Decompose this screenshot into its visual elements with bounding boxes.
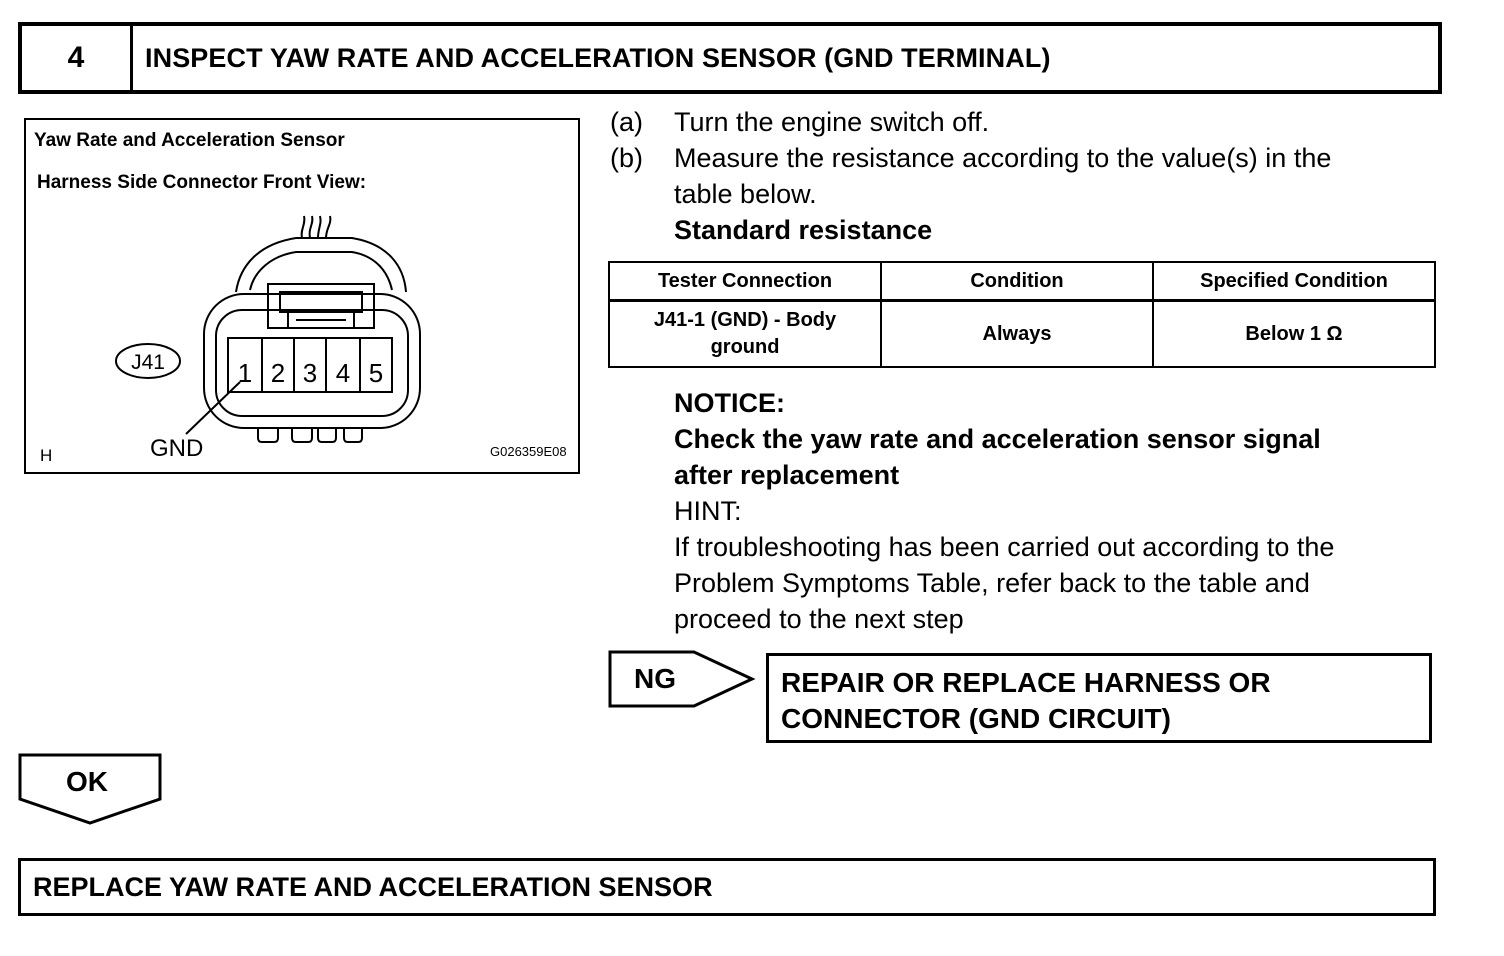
table-cell-specified: Below 1 Ω bbox=[1153, 301, 1435, 368]
table-header-row bbox=[609, 262, 1435, 301]
figure-subtitle: Harness Side Connector Front View: bbox=[37, 172, 367, 193]
notice-line2: after replacement bbox=[674, 460, 900, 490]
table-header: Condition bbox=[881, 262, 1153, 301]
ok-label: OK bbox=[66, 766, 108, 797]
pin-5: 5 bbox=[368, 358, 384, 388]
figure-corner-mark: H bbox=[40, 446, 53, 465]
ng-arrow-flag bbox=[608, 650, 758, 710]
figure-title: Yaw Rate and Acceleration Sensor bbox=[34, 130, 345, 151]
figure-code: G026359E08 bbox=[490, 444, 567, 459]
connector-figure bbox=[24, 118, 580, 474]
table-header: Tester Connection bbox=[609, 262, 881, 301]
notice-line1: Check the yaw rate and acceleration sensor signal bbox=[674, 424, 1321, 454]
instruction-b-text-line1: Measure the resistance according to the value(s) in the bbox=[674, 143, 1332, 173]
connection-line2: ground bbox=[710, 336, 780, 358]
step-header bbox=[18, 22, 1442, 94]
spec-table bbox=[608, 261, 1436, 368]
connection-line1: J41-1 (GND) - Body bbox=[653, 309, 837, 331]
instruction-b-label: (b) bbox=[610, 143, 643, 173]
step-title: INSPECT YAW RATE AND ACCELERATION SENSOR (GND TERMINAL) bbox=[145, 42, 1051, 73]
pin-4: 4 bbox=[335, 358, 351, 388]
pin-1: 1 bbox=[237, 358, 253, 388]
table-header: Specified Condition bbox=[1153, 262, 1435, 301]
ng-result-line2: CONNECTOR (GND CIRCUIT) bbox=[781, 703, 1171, 734]
hint-line1: If troubleshooting has been carried out according to the bbox=[674, 532, 1335, 562]
hint-heading: HINT: bbox=[674, 496, 742, 526]
table-cell-condition: Always bbox=[881, 301, 1153, 368]
ng-result-box bbox=[766, 653, 1432, 743]
standard-heading: Standard resistance bbox=[674, 215, 933, 245]
ng-result-line1: REPAIR OR REPLACE HARNESS OR bbox=[781, 667, 1271, 698]
instruction-a-text: Turn the engine switch off. bbox=[674, 107, 990, 137]
table-row bbox=[609, 301, 1435, 368]
connector-id: J41 bbox=[131, 351, 165, 374]
pin-3: 3 bbox=[302, 358, 318, 388]
notice-heading: NOTICE: bbox=[674, 388, 785, 418]
table-cell-connection bbox=[609, 301, 881, 368]
final-step-box: REPLACE YAW RATE AND ACCELERATION SENSOR bbox=[18, 858, 1436, 916]
instruction-a-label: (a) bbox=[610, 107, 643, 137]
pin-2: 2 bbox=[270, 358, 286, 388]
hint-line3: proceed to the next step bbox=[674, 604, 964, 634]
instruction-b-text-line2: table below. bbox=[674, 179, 817, 209]
step-number: 4 bbox=[22, 26, 133, 90]
gnd-label: GND bbox=[150, 435, 204, 462]
ng-label: NG bbox=[634, 663, 676, 694]
hint-line2: Problem Symptoms Table, refer back to the table and bbox=[674, 568, 1310, 598]
